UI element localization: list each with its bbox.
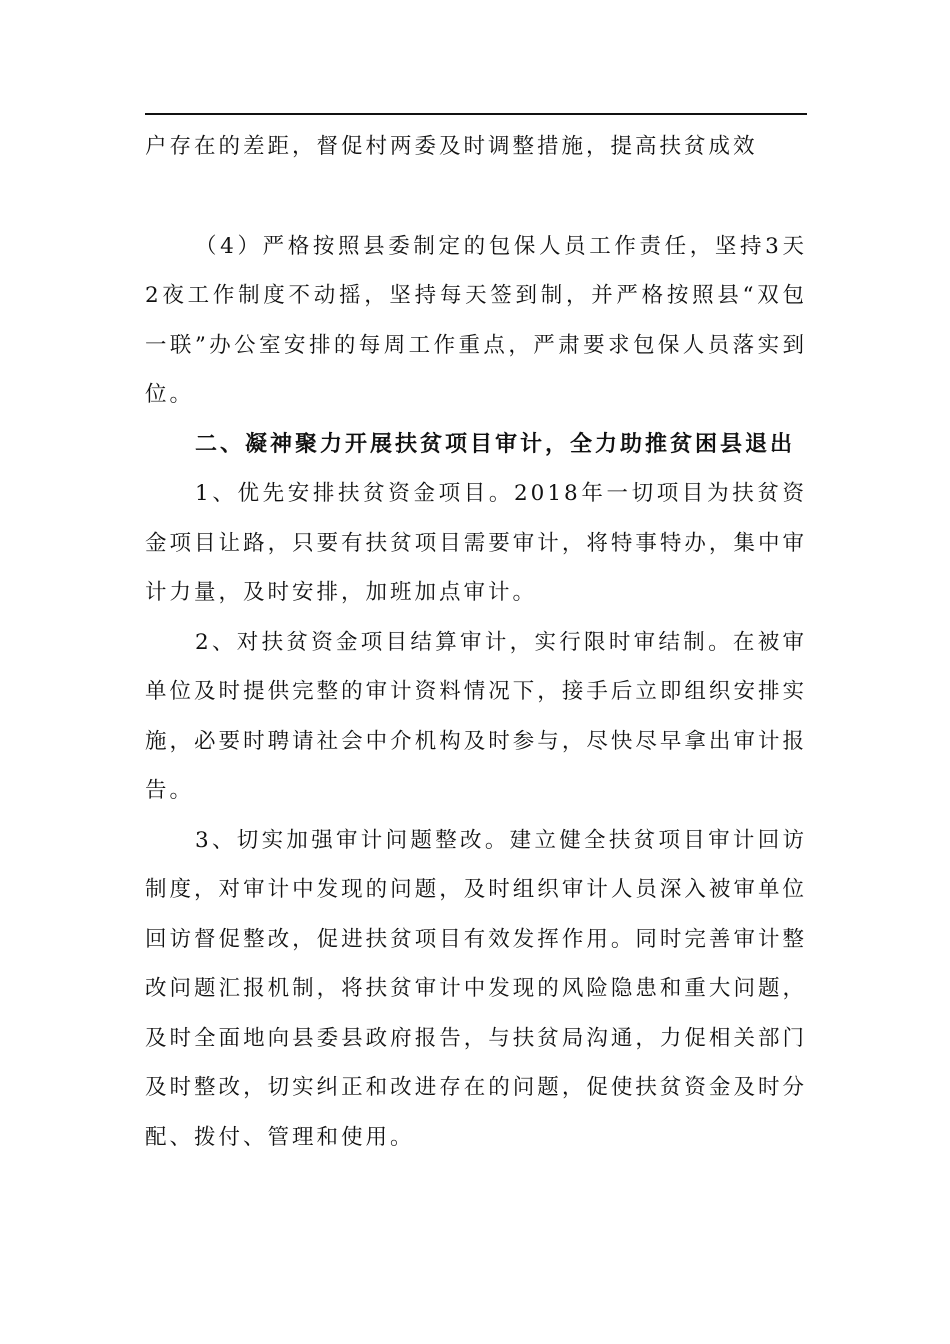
paragraph-point-2: 2、对扶贫资金项目结算审计，实行限时审结制。在被审单位及时提供完整的审计资料情况下，接手后立即组织安排实施，必要时聘请社会中介机构及时参与，尽快尽早拿出审计报告。 [145, 629, 807, 803]
paragraph-point-3: 3、切实加强审计问题整改。建立健全扶贫项目审计回访制度，对审计中发现的问题，及时组织审计人员深入被审单位回访督促整改，促进扶贫项目有效发挥作用。同时完善审计整改问题汇报机制，将扶贫审计中发现的风险隐患和重大问题，及时全面地向县委县政府报告，与扶贫局沟通，力促相关部门及时整改，切实纠正和改进存在的问题，促使扶贫资金及时分配、拨付、管理和使用。 [145, 827, 807, 1150]
document-body [145, 122, 807, 1162]
paragraph-continuation: 户存在的差距，督促村两委及时调整措施，提高扶贫成效 [145, 134, 758, 159]
section-heading: 二、凝神聚力开展扶贫项目审计，全力助推贫困县退出 [195, 431, 796, 457]
paragraph-point-1: 1、优先安排扶贫资金项目。2018年一切项目为扶贫资金项目让路，只要有扶贫项目需要审计，将特事特办，集中审计力量，及时安排，加班加点审计。 [145, 481, 807, 605]
header-rule [145, 113, 807, 115]
paragraph-item-4: （4）严格按照县委制定的包保人员工作责任，坚持3天2夜工作制度不动摇，坚持每天签到制，并严格按照县“双包一联”办公室安排的每周工作重点，严肃要求包保人员落实到位。 [145, 233, 807, 407]
